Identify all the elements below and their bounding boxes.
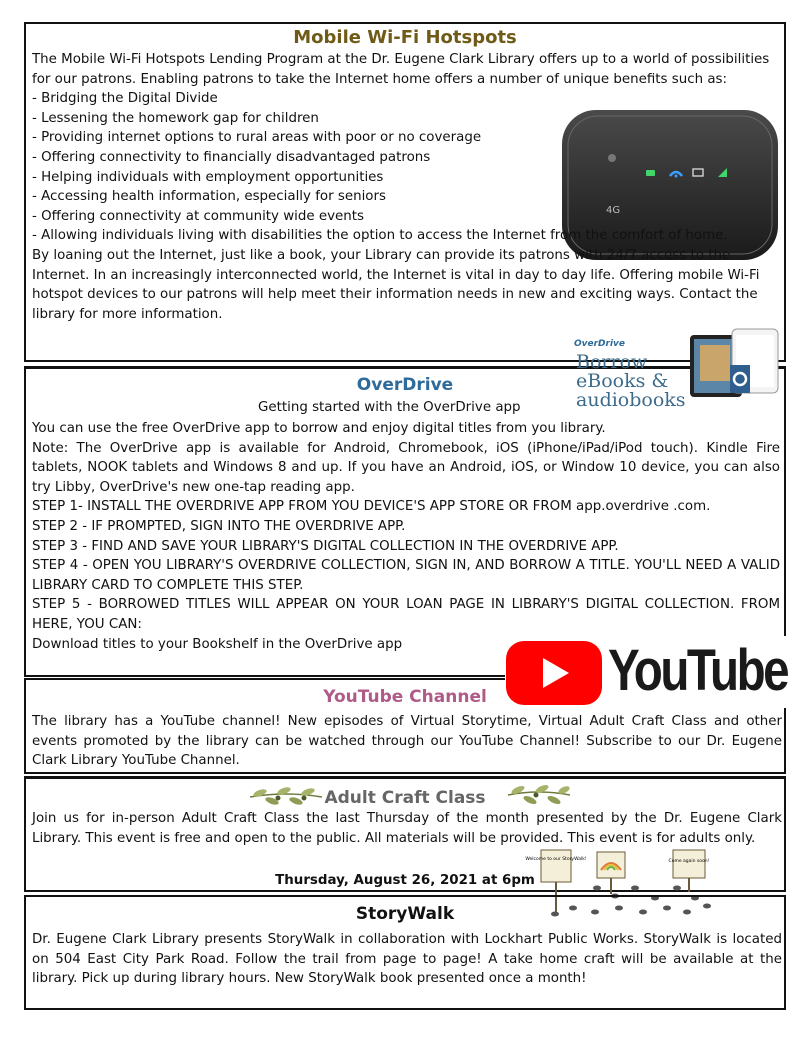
wifi-closing: By loaning out the Internet, just like a book, your Library can provide its patrons with 24/7 access to the Internet. In an increasingly interconnected world, the Internet is vital in day to day life. Offering mobile Wi-Fi hotspot devices to our patrons will help meet their information needs in new and exciting ways. Contact the library for more information. (32, 247, 760, 322)
storywalk-body (32, 930, 782, 989)
wifi-benefit: - Lessening the homework gap for children (32, 110, 319, 126)
overdrive-brand: OverDrive (574, 339, 626, 349)
youtube-logo (505, 636, 787, 708)
overdrive-paragraph: Download titles to your Bookshelf in the OverDrive app (32, 636, 403, 652)
overdrive-paragraph: Note: The OverDrive app is available for Android, Chromebook, iOS (iPhone/iPad/iPod touch). Kindle Fire tablets, NOOK tablets and Windows 8 and up. If you have an Android, iOS, or Window 10 device, you can also try Libby, OverDrive's new one-tap reading app. (32, 440, 780, 495)
come-again-sign: Come again soon! (668, 859, 710, 864)
storywalk-text: Dr. Eugene Clark Library presents StoryWalk in collaboration with Lockhart Public Works. StoryWalk is located on 504 East City Park Road. Follow the trail from page to page! A take home craft will be available at the library. Pick up during library hours. New StoryWalk book presented once a month! (32, 932, 782, 987)
storywalk-section (24, 895, 786, 1010)
youtube-body (32, 712, 782, 771)
craft-date: Thursday, August 26, 2021 at 6pm (275, 873, 535, 888)
overdrive-subtitle: Getting started with the OverDrive app (258, 400, 521, 415)
youtube-text: The library has a YouTube channel! New episodes of Virtual Storytime, Virtual Adult Craft Class and other events promoted by the library can be watched through our YouTube Channel! Subscribe to our Dr. Eugene Clark Library YouTube Channel. (32, 714, 782, 769)
wifi-intro: The Mobile Wi-Fi Hotspots Lending Program at the Dr. Eugene Clark Library offers up to a world of possibilities for our patrons. Enabling patrons to take the Internet home offers a number of unique benefits such as: (32, 52, 770, 87)
wifi-benefit: - Allowing individuals living with disabilities the option to access the Internet from the comfort of home. (32, 228, 728, 244)
wifi-benefit: - Offering connectivity at community wide events (32, 208, 365, 224)
overdrive-step: STEP 5 - BORROWED TITLES WILL APPEAR ON YOUR LOAN PAGE IN LIBRARY'S DIGITAL COLLECTION. FROM HERE, YOU CAN: (32, 597, 780, 632)
overdrive-step: STEP 2 - IF PROMPTED, SIGN INTO THE OVERDRIVE APP. (32, 518, 406, 534)
overdrive-step: STEP 4 - OPEN YOU LIBRARY'S OVERDRIVE COLLECTION, SIGN IN, AND BORROW A TITLE. YOU'LL NEED A VALID LIBRARY CARD TO COMPLETE THIS STEP. (32, 558, 780, 593)
overdrive-step: STEP 3 - FIND AND SAVE YOUR LIBRARY'S DIGITAL COLLECTION IN THE OVERDRIVE APP. (32, 538, 619, 554)
logo-line: eBooks & (576, 370, 669, 392)
device-stack-icon (688, 327, 784, 401)
craft-text: Join us for in-person Adult Craft Class the last Thursday of the month presented by the Dr. Eugene Clark Library. This event is free and open to the public. All materials will be provided. This event is for adults only. (32, 811, 782, 846)
youtube-title: YouTube Channel (323, 687, 487, 707)
olive-branch-right-icon (504, 779, 574, 809)
logo-line: Borrow (576, 351, 648, 373)
wifi-benefit: - Bridging the Digital Divide (32, 91, 218, 107)
logo-line: audiobooks (576, 389, 686, 411)
craft-title: Adult Craft Class (324, 788, 486, 808)
youtube-wordmark: YouTube (608, 638, 788, 703)
overdrive-paragraph: You can use the free OverDrive app to borrow and enjoy digital titles from you library. (32, 421, 606, 436)
craft-body (32, 809, 782, 848)
welcome-sign: Welcome to our StoryWalk! (525, 857, 587, 862)
storywalk-title: StoryWalk (355, 904, 455, 924)
wifi-benefit: - Providing internet options to rural areas with poor or no coverage (32, 130, 482, 146)
overdrive-body (32, 419, 780, 654)
overdrive-title: OverDrive (356, 375, 454, 395)
wifi-body (32, 50, 784, 324)
wifi-title: Mobile Wi-Fi Hotspots (293, 27, 517, 48)
overdrive-section (24, 339, 786, 677)
overdrive-step: STEP 1- INSTALL THE OVERDRIVE APP FROM YOU DEVICE'S APP STORE OR FROM app.overdrive .com. (32, 499, 711, 515)
overdrive-logo (566, 339, 786, 423)
wifi-benefit: - Helping individuals with employment opportunities (32, 169, 384, 185)
wifi-section (24, 22, 786, 362)
wifi-benefit: - Offering connectivity to financially disadvantaged patrons (32, 149, 431, 165)
wifi-benefit: - Accessing health information, especially for seniors (32, 189, 386, 205)
play-button-icon (505, 640, 603, 706)
device-label: 4G (606, 205, 621, 216)
